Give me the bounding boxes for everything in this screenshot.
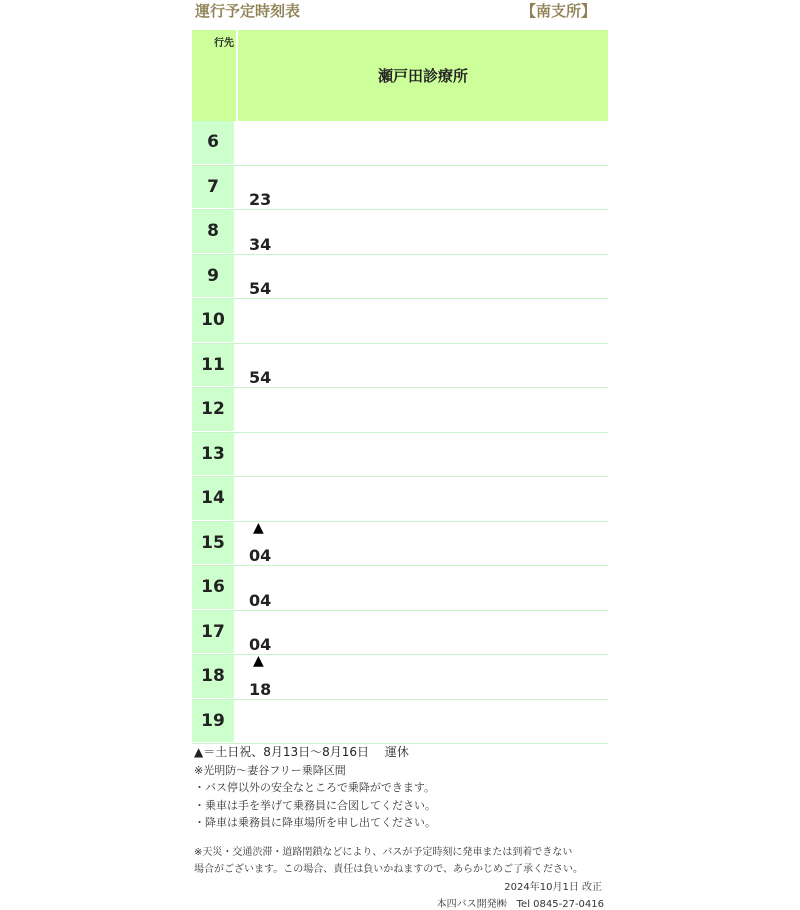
destination-name: 瀬戸田診療所 bbox=[238, 30, 608, 121]
timetable-row bbox=[192, 255, 608, 300]
hour-cell: 12 bbox=[192, 388, 236, 432]
company-contact: 本四バス開発㈱ Tel 0845-27-0416 bbox=[436, 899, 604, 910]
departure-minute: 34 bbox=[249, 234, 272, 254]
hour-cell: 19 bbox=[192, 700, 236, 744]
minutes-cell bbox=[236, 388, 608, 432]
departure-minute: 04 bbox=[249, 635, 272, 654]
timetable-row bbox=[192, 477, 608, 522]
office-label: 【南支所】 bbox=[520, 2, 596, 20]
hour-cell: 14 bbox=[192, 477, 236, 521]
hour-cell: 7 bbox=[192, 166, 236, 210]
revision-date: 2024年10月1日 改正 bbox=[504, 882, 602, 893]
hour-cell: 16 bbox=[192, 566, 236, 610]
destination-label: 行先 bbox=[214, 38, 234, 49]
destination-label-cell bbox=[192, 30, 238, 121]
hour-cell: 17 bbox=[192, 611, 236, 655]
hour-cell: 6 bbox=[192, 121, 236, 165]
note-line: ▲＝土日祝、8月13日～8月16日 運休 bbox=[194, 745, 409, 759]
disclaimer-line: 場合がございます。この場合、責任は負いかねますので、あらかじめご了承ください。 bbox=[194, 863, 583, 875]
minutes-cell bbox=[236, 655, 608, 699]
notes bbox=[194, 744, 614, 832]
departure-minute: 18 bbox=[249, 679, 272, 699]
hour-cell: 13 bbox=[192, 433, 236, 477]
minutes-cell bbox=[236, 210, 608, 254]
minutes-cell bbox=[236, 700, 608, 744]
no-service-mark: ▲ bbox=[253, 519, 264, 536]
note-line: ・乗車は手を挙げて乗務員に合図してください。 bbox=[194, 798, 436, 812]
timetable-row bbox=[192, 611, 608, 656]
timetable-row bbox=[192, 655, 608, 700]
minutes-cell bbox=[236, 255, 608, 299]
minutes-cell bbox=[236, 344, 608, 388]
hour-cell: 8 bbox=[192, 210, 236, 254]
timetable-row bbox=[192, 700, 608, 745]
departure-minute: 04 bbox=[249, 546, 272, 565]
timetable-row bbox=[192, 433, 608, 478]
timetable-row bbox=[192, 210, 608, 255]
minutes-cell bbox=[236, 433, 608, 477]
hour-cell: 11 bbox=[192, 344, 236, 388]
minutes-cell bbox=[236, 166, 608, 210]
hour-cell: 15 bbox=[192, 522, 236, 566]
timetable-row bbox=[192, 121, 608, 166]
minutes-cell bbox=[236, 121, 608, 165]
timetable-row bbox=[192, 299, 608, 344]
hour-cell: 9 bbox=[192, 255, 236, 299]
timetable-row bbox=[192, 519, 608, 567]
minutes-cell bbox=[236, 519, 608, 566]
hour-cell: 18 bbox=[192, 655, 236, 699]
minutes-cell bbox=[236, 299, 608, 343]
departure-minute: 54 bbox=[249, 279, 272, 298]
departure-minute: 04 bbox=[249, 590, 272, 610]
timetable bbox=[192, 30, 608, 744]
timetable-row bbox=[192, 166, 608, 211]
minutes-cell bbox=[236, 566, 608, 610]
timetable-row bbox=[192, 566, 608, 611]
departure-minute: 54 bbox=[249, 368, 272, 387]
timetable-header bbox=[192, 30, 608, 121]
note-line: ・降車は乗務員に降車場所を申し出てください。 bbox=[194, 816, 436, 830]
minutes-cell bbox=[236, 611, 608, 655]
departure-minute: 23 bbox=[249, 190, 272, 209]
note-line: ・バス停以外の安全なところで乗降ができます。 bbox=[194, 781, 436, 795]
timetable-row bbox=[192, 344, 608, 389]
disclaimer bbox=[194, 845, 614, 878]
timetable-body bbox=[192, 121, 608, 744]
disclaimer-line: ※天災・交通渋滞・道路閉鎖などにより、バスが予定時刻に発車または到着できない bbox=[194, 847, 573, 858]
note-line: ※光明防～妻谷フリー乗降区間 bbox=[194, 763, 346, 777]
no-service-mark: ▲ bbox=[253, 653, 264, 669]
minutes-cell bbox=[236, 477, 608, 521]
hour-cell: 10 bbox=[192, 299, 236, 343]
page-title: 運行予定時刻表 bbox=[195, 2, 301, 20]
timetable-row bbox=[192, 388, 608, 433]
